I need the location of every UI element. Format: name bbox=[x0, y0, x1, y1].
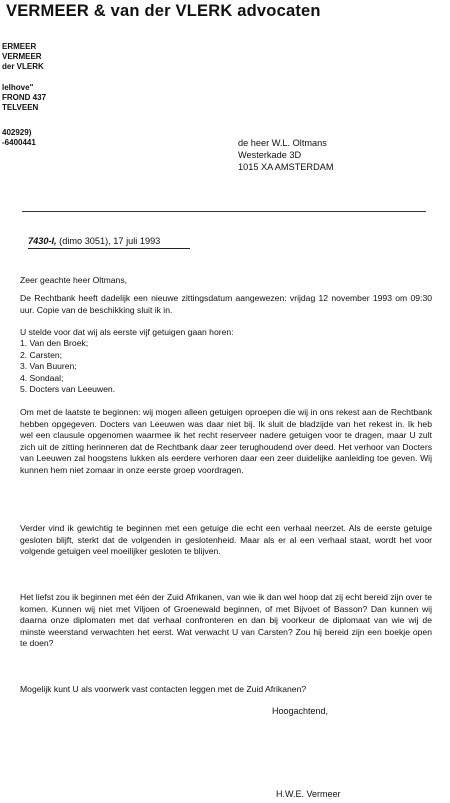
signer-name: H.W.E. Vermeer bbox=[276, 789, 341, 799]
reference-date: (dimo 3051), 17 juli 1993 bbox=[56, 236, 161, 246]
salutation: Zeer geachte heer Oltmans, bbox=[20, 275, 127, 285]
paragraph-1: De Rechtbank heeft dadelijk een nieuwe zittingsdatum aangewezen: vrijdag 12 november 1993 om 09:30 uur. Copie van de beschikking sluit ik in. bbox=[20, 293, 432, 315]
firm-address bbox=[2, 83, 46, 113]
phone-line: 402929) bbox=[2, 128, 32, 137]
firm-name: VERMEER & van der VLERK advocaten bbox=[6, 2, 321, 20]
list-item: 5. Docters van Leeuwen. bbox=[20, 384, 116, 394]
partner-name: ERMEER bbox=[2, 42, 37, 51]
closing: Hoogachtend, bbox=[272, 706, 329, 716]
recipient-street: Westerkade 3D bbox=[238, 150, 302, 161]
list-item: 1. Van den Broek; bbox=[20, 338, 89, 348]
address-line: FROND 437 bbox=[2, 93, 47, 102]
firm-phones bbox=[2, 128, 36, 148]
list-item: 2. Carsten; bbox=[20, 349, 63, 360]
list-item: 4. Sondaal; bbox=[20, 372, 64, 383]
partner-names bbox=[2, 42, 44, 72]
partner-name: VERMEER bbox=[2, 52, 42, 61]
phone-line: -6400441 bbox=[2, 138, 36, 147]
list-item: 3. Van Buuren; bbox=[20, 361, 77, 371]
recipient-city: 1015 XA AMSTERDAM bbox=[238, 162, 334, 173]
recipient-address bbox=[238, 137, 334, 174]
paragraph-3: Om met de laatste te beginnen: wij mogen alleen getuigen oproepen die wij in ons rekest aan de Rechtbank hebben opgegeven. Docters van Leeuwen was daar niet bij. Ik sluit de bladzijde van het rekest in. Ik heb wel een clausule opgenomen waarmee ik het recht reserveer nadere getuigen voor te dragen, maar U zult zich uit de zitting herinneren dat de Rechtbank daar zeer terughoudend over deed. Het verhoor van Docters van Leeuwen zal hoogstens lukken als eerdere verhoren daar een zeer duidelijke aanleiding toe geven. Wij kunnen hem niet zomaar in onze eerste groep voordragen. bbox=[20, 407, 432, 475]
witness-list bbox=[20, 338, 115, 396]
paragraph-2: U stelde voor dat wij als eerste vijf getuigen gaan horen: bbox=[20, 327, 234, 337]
reference-code: 7430-I, bbox=[28, 236, 57, 246]
paragraph-4: Verder vind ik gewichtig te beginnen met een getuige die echt een verhaal neerzet. Als de eerste getuige gesloten blijft, sterkt dat de volgenden in geslotenheid. Maar als er al een verhaal staat, wordt het voor volgende getuigen veel moeilijker gesloten te blijven. bbox=[20, 523, 432, 556]
paragraph-6: Mogelijk kunt U als voorwerk vast contacten leggen met de Zuid Afrikanen? bbox=[20, 684, 307, 694]
reference-line bbox=[28, 236, 160, 246]
address-line: TELVEEN bbox=[2, 103, 39, 112]
recipient-name: de heer W.L. Oltmans bbox=[238, 138, 327, 148]
address-line: lelhove" bbox=[2, 83, 34, 92]
partner-name: der VLERK bbox=[2, 62, 44, 71]
divider bbox=[22, 211, 426, 212]
reference-underline bbox=[28, 248, 190, 249]
paragraph-5: Het liefst zou ik beginnen met één der Zuid Afrikanen, van wie ik dan wel hoop dat zij echt bereid zijn over te komen. Kunnen wij niet met Viljoen of Groenewald beginnen, of met Bijvoet of Basson? Dan kunnen wij daarna onze diplomaten met dat verhaal confronteren en dan bij voorkeur de diplomaat van wie wij de minste weerstand verwachten het eerst. Wat verwacht U van Carsten? Zou hij bereid zijn een boekje open te doen? bbox=[20, 592, 432, 648]
